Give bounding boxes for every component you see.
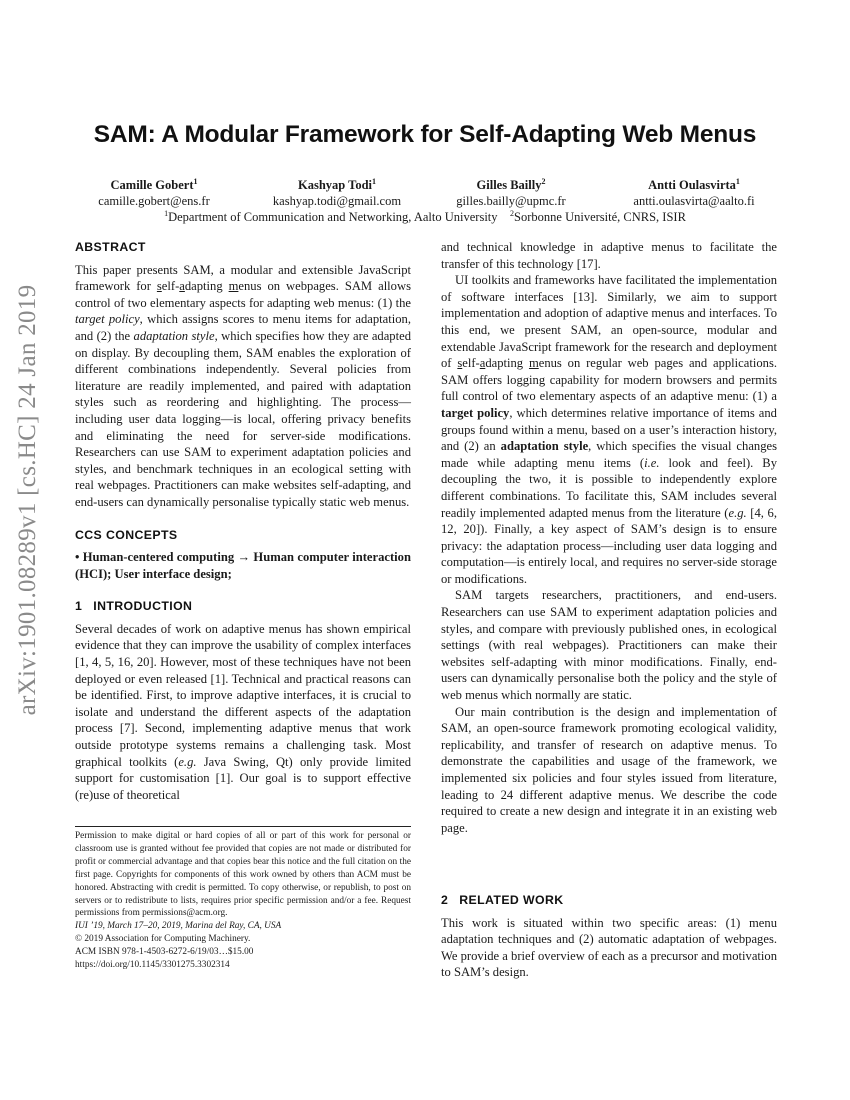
author-affil-sup: 2 bbox=[541, 177, 546, 186]
intro-paragraph-4: Our main contribution is the design and implementation of SAM, an open-source framework promoting ecological validity, replicability, and transfer of research on adaptive menus. To demonstrate the capabilities and usage of the framework, we implemented six policies and four styles issued from literature, leading to 24 different adaptive menus. We describe the code required to create a new design and integrate it in an existing web page. bbox=[441, 704, 777, 835]
affiliation-2: Sorbonne Université, CNRS, ISIR bbox=[514, 210, 686, 224]
affiliation-1: Department of Communication and Networking, Aalto University bbox=[168, 210, 498, 224]
author-affil-sup: 1 bbox=[193, 177, 198, 186]
intro-paragraph-1-continued: and technical knowledge in adaptive menus to facilitate the transfer of this technology [17]. bbox=[441, 240, 777, 271]
intro-paragraph-1: Several decades of work on adaptive menus has shown empirical evidence that they can improve the usability of complex interfaces [1, 4, 5, 16, 20]. However, most of these techniques have not been deployed or even released [1]. Technical and practical reasons can be identified. First, to improve adaptive interfaces, it is crucial to isolate and understand the different aspects of the adaptation process [7]. Second, implementing adaptive menus that work outside prototype systems remains a challenging task. Most graphical toolkits (e.g. Java Swing, Qt) only provide limited support for customisation [1]. Our goal is to support effective (re)use of theoretical bbox=[75, 621, 411, 802]
author-name: Gilles Bailly bbox=[476, 178, 542, 192]
affil-sup: 2 bbox=[510, 209, 515, 218]
related-work-paragraph: This work is situated within two specific areas: (1) menu adaptation techniques and (2) automatic adaptation of webpages. We provide a brief overview of each as a precursor and motivation to SAM’s design. bbox=[441, 915, 777, 980]
abstract-heading: ABSTRACT bbox=[75, 240, 146, 254]
permission-text: Permission to make digital or hard copies of all or part of this work for personal or classroom use is granted without fee provided that copies are not made or distributed for profit or commercial advantage and that copies bear this notice and the full citation on the first page. Copyrights for components of this work owned by others than ACM must be honored. Abstracting with credit is permitted. To copy otherwise, or republish, to post on servers or to redistribute to lists, requires prior specific permission and/or a fee. Request permissions from permissions@acm.org. bbox=[75, 831, 411, 919]
related-work-heading: 2 RELATED WORK bbox=[441, 893, 564, 907]
related-work-section bbox=[441, 892, 777, 981]
ccs-heading: CCS CONCEPTS bbox=[75, 527, 178, 542]
left-column bbox=[75, 239, 411, 803]
author-email: kashyap.todi@gmail.com bbox=[272, 194, 402, 208]
author-email: antti.oulasvirta@aalto.fi bbox=[633, 194, 755, 208]
paper-title: SAM: A Modular Framework for Self-Adapting Web Menus bbox=[93, 121, 757, 148]
abstract-text: This paper presents SAM, a modular and extensible JavaScript framework for self-adapting menus on webpages. SAM allows control of two elementary aspects for adapting web menus: (1) the target policy, which assigns scores to menu items for adaptation, and (2) the adaptation style, which specifies how they are adapted on display. By decoupling them, SAM enables the exploration of different combinations independently. Several policies from literature are readily implemented, and paired with adaptation styles such as reordering and highlighting. The process—including user data logging—is local, offering privacy benefits and eliminating the need for server-side modifications. Researchers can use SAM to experiment adaptation policies and styles, and benchmark techniques in an ecological setting with real webpages. Practitioners can make websites self-adapting, and end-users can dynamically personalise typically static web menus. bbox=[75, 262, 411, 509]
footnote-rule bbox=[75, 826, 411, 827]
affil-sup: 1 bbox=[164, 209, 169, 218]
arxiv-identifier: arXiv:1901.08289v1 [cs.HC] 24 Jan 2019 bbox=[14, 284, 41, 716]
author-affil-sup: 1 bbox=[735, 177, 740, 186]
right-column bbox=[441, 239, 777, 836]
isbn: ACM ISBN 978-1-4503-6272-6/19/03…$15.00 bbox=[75, 947, 254, 958]
ccs-concepts: • Human-centered computing → Human computer interaction (HCI); User interface design; bbox=[75, 550, 411, 581]
arxiv-sidebar bbox=[0, 280, 56, 720]
copyright: © 2019 Association for Computing Machinery. bbox=[75, 934, 251, 945]
author-email: camille.gobert@ens.fr bbox=[98, 194, 210, 208]
permission-footnote bbox=[75, 826, 411, 972]
author-name: Antti Oulasvirta bbox=[648, 178, 736, 192]
intro-paragraph-2: UI toolkits and frameworks have facilitated the implementation of software interfaces [13]. Similarly, we aim to support implementation and adoption of adaptive menus and interfaces. To this end, we present SAM, an open-source, modular and extendable JavaScript framework for the research and deployment of self-adapting menus on regular web pages and applications. SAM offers logging capability for modern browsers and permits full control of two elementary aspects of an adaptive menu: (1) a target policy, which determines relative importance of items and groups found within a menu, based on a user’s interaction history, and (2) an adaptation style, which specifies the visual changes made while adapting menu items (i.e. look and feel). By decoupling the two, it is possible to independently explore different combinations. To facilitate this, SAM includes several readily implemented adapted menus from the literature (e.g. [4, 6, 12, 20]). Finally, a key aspect of SAM’s design is to ensure privacy: the adaptation process—including user data logging and computation—is entirely local, and requires no server-side storage or modifications. bbox=[441, 273, 778, 586]
author-name: Camille Gobert bbox=[110, 178, 194, 192]
introduction-heading: 1 INTRODUCTION bbox=[75, 599, 193, 614]
affiliations bbox=[0, 210, 850, 225]
doi-link[interactable]: https://doi.org/10.1145/3301275.3302314 bbox=[75, 960, 230, 971]
author-block bbox=[579, 177, 809, 209]
author-name: Kashyap Todi bbox=[297, 178, 372, 192]
intro-paragraph-3: SAM targets researchers, practitioners, and end-users. Researchers can use SAM to experiment adaptation policies and styles, and compare with previously published ones, in ecological settings (with real webpages). Practitioners can make their websites self-adapting with minor modifications. Finally, end-users can dynamically personalise both the policy and the style of web menus which normally are static. bbox=[441, 588, 777, 703]
author-affil-sup: 1 bbox=[372, 177, 376, 186]
conference-info: IUI ’19, March 17–20, 2019, Marina del Ray, CA, USA bbox=[75, 921, 282, 932]
author-email: gilles.bailly@upmc.fr bbox=[456, 194, 566, 208]
